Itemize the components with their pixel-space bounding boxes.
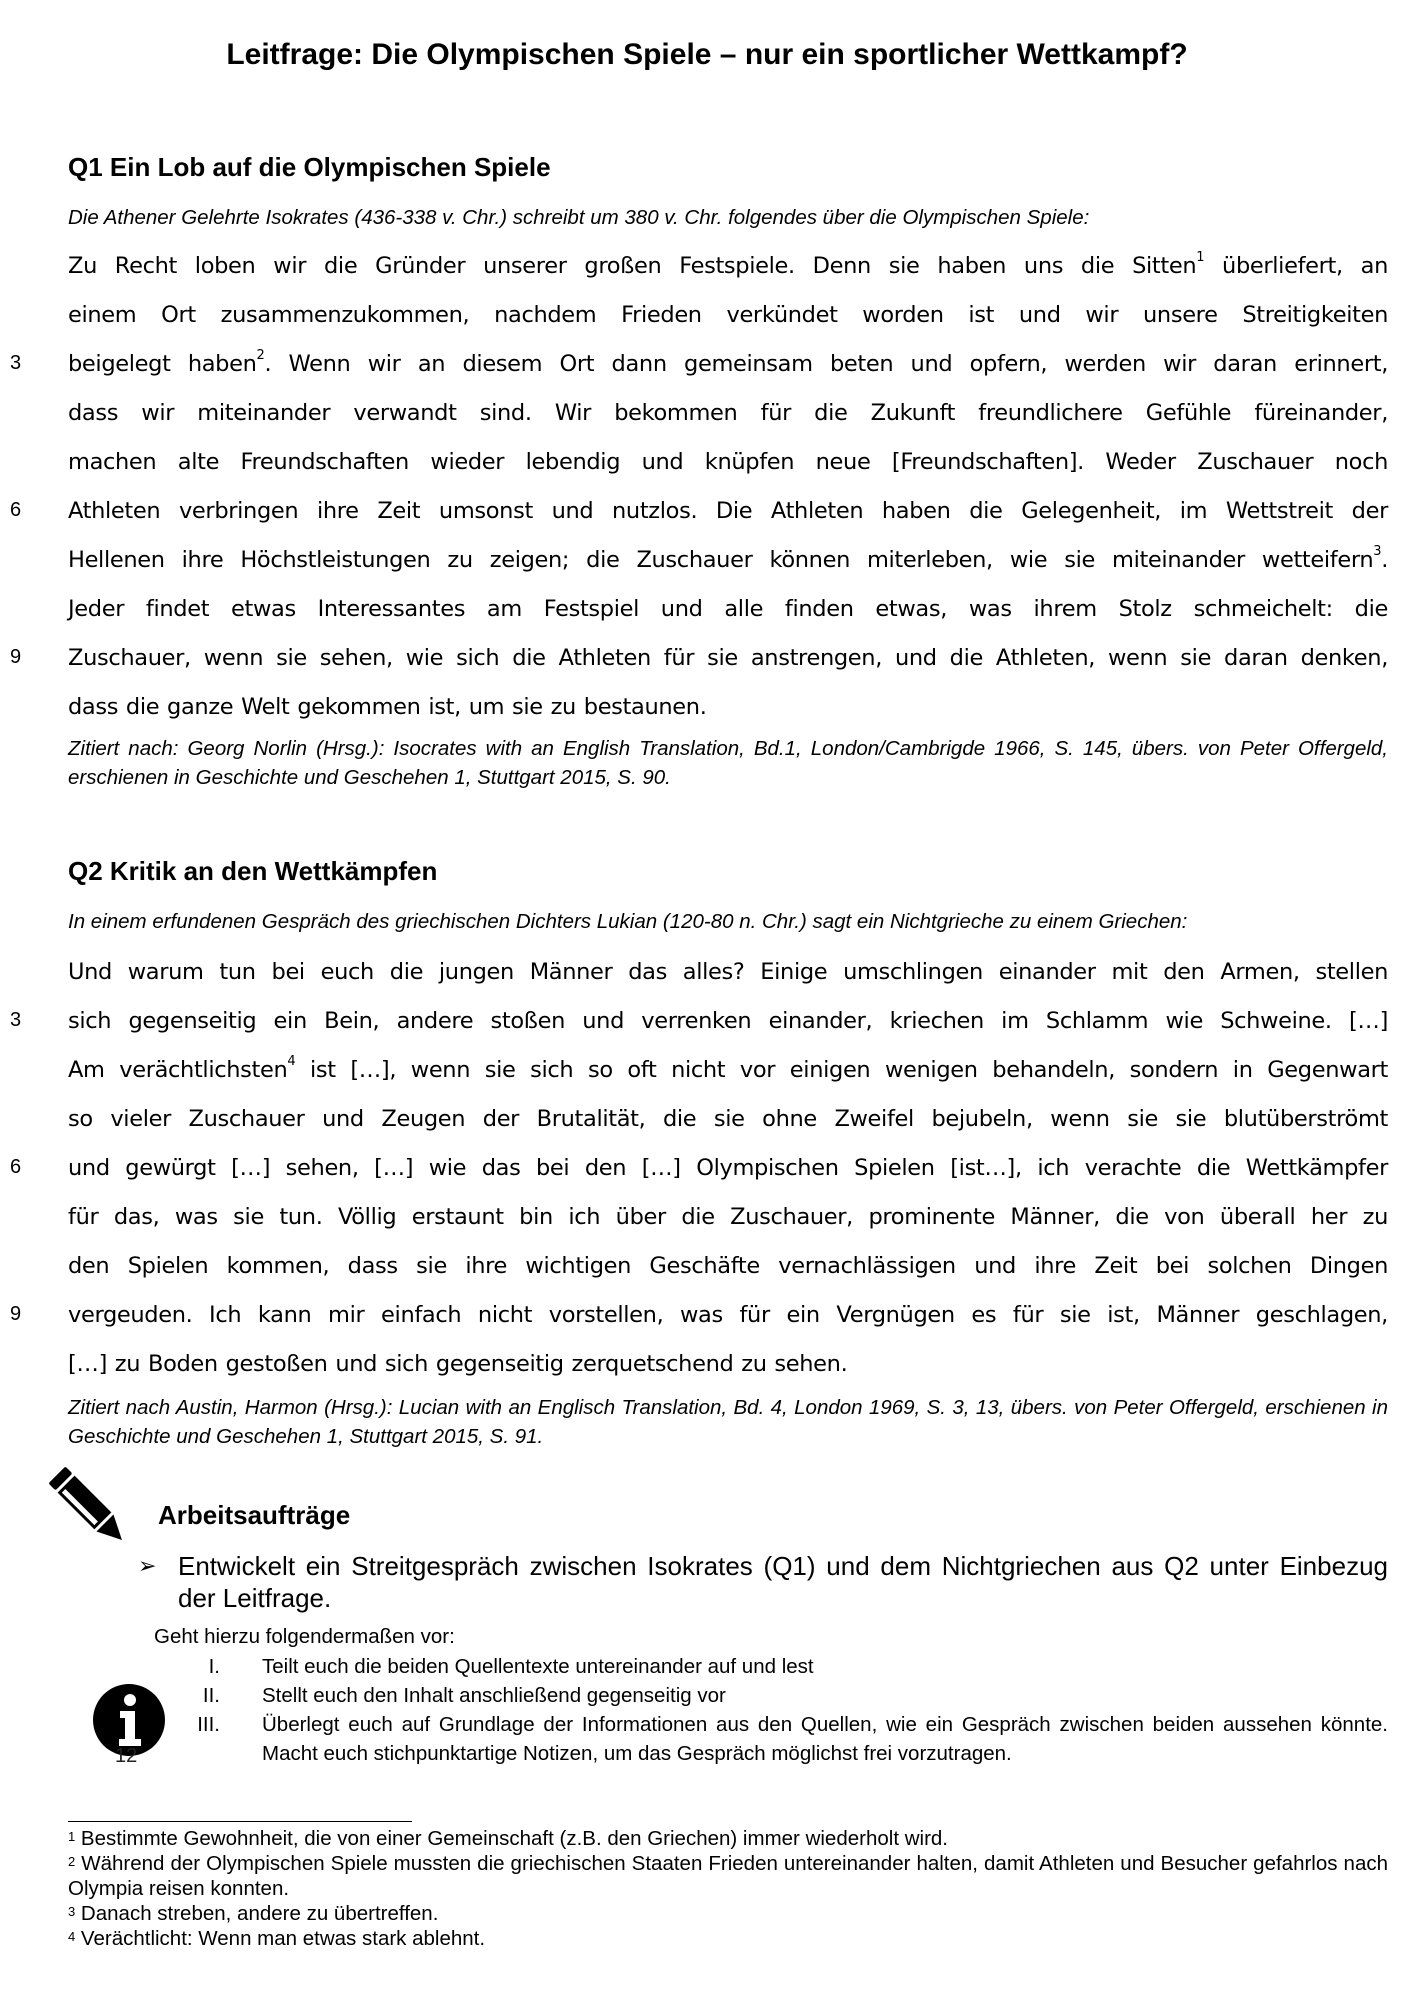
task-step-number: III. [197,1713,220,1736]
arrow-bullet-icon: ➢ [138,1553,157,1578]
source-line: Jeder findet etwas Interessantes am Festspiel und alle finden etwas, was ihrem Stolz schmeichelt: die [68,596,1388,622]
footnote-marker: 4 [287,1054,296,1069]
q1-line-number: 9 [10,646,22,668]
task-step [180,1652,1388,1681]
source-line: […] zu Boden gestoßen und sich gegenseitig zerquetschend zu sehen. [68,1351,848,1377]
task-main-text: Entwickelt ein Streitgespräch zwischen Isokrates (Q1) und dem Nichtgriechen aus Q2 unter Einbezug der Leitfrage. [178,1551,1388,1613]
q1-line-number: 6 [10,499,22,521]
task-step-number: I. [208,1655,220,1678]
q2-source-text [68,948,1388,1389]
q2-line-number: 6 [10,1156,22,1178]
source-line: und gewürgt […] sehen, […] wie das bei den […] Olympischen Spielen [ist…], ich verachte die Wettkämpfer [68,1155,1388,1181]
footnotes [68,1826,1388,1951]
source-line: dass die ganze Welt gekommen ist, um sie zu bestaunen. [68,694,707,720]
source-line: vergeuden. Ich kann mir einfach nicht vorstellen, was für ein Vergnügen es für sie ist, Männer geschlagen, [68,1302,1388,1328]
q2-heading: Q2 Kritik an den Wettkämpfen [68,856,438,886]
footnote-divider [68,1821,412,1822]
source-line: den Spielen kommen, dass sie ihre wichtigen Geschäfte vernachlässigen und ihre Zeit bei solchen Dingen [68,1253,1388,1279]
footnote: $^2$ Während der Olympischen Spiele mussten die griechischen Staaten Frieden untereinander halten, damit Athleten und Besucher gefahrlos nach Olympia reisen konnten. [68,1852,1388,1900]
page-title: Leitfrage: Die Olympischen Spiele – nur ein sportlicher Wettkampf? [226,38,1188,71]
source-line: Zuschauer, wenn sie sehen, wie sich die Athleten für sie anstrengen, und die Athleten, wenn sie daran denken, [68,645,1388,671]
task-main [138,1550,1388,1614]
source-line: Athleten verbringen ihre Zeit umsonst und nutzlos. Die Athleten haben die Gelegenheit, im Wettstreit der [68,498,1388,524]
source-line: einem Ort zusammenzukommen, nachdem Frieden verkündet worden ist und wir unsere Streitigkeiten [68,302,1388,328]
q1-line-number: 3 [10,352,22,374]
source-line: machen alte Freundschaften wieder lebendig und knüpfen neue [Freundschaften]. Weder Zuschauer noch [68,449,1388,475]
source-line: für das, was sie tun. Völlig erstaunt bin ich über die Zuschauer, prominente Männer, die von überall her zu [68,1204,1388,1230]
q2-line-number: 9 [10,1303,22,1325]
page-number: 12 [115,1745,138,1767]
task-step-text: Stellt euch den Inhalt anschließend gegenseitig vor [262,1684,726,1707]
task-steps [180,1652,1388,1768]
source-line: Hellenen ihre Höchstleistungen zu zeigen; die Zuschauer können miterleben, wie sie miteinander wetteifern$^3$. [68,544,1388,573]
source-line: so vieler Zuschauer und Zeugen der Brutalität, die sie ohne Zweifel bejubeln, wenn sie sie blutüberströmt [68,1106,1388,1132]
source-line: Am verächtlichsten$^4$ ist […], wenn sie sich so oft nicht vor einigen wenigen behandeln, sondern in Gegenwart [68,1054,1388,1083]
source-line: Und warum tun bei euch die jungen Männer das alles? Einige umschlingen einander mit den Armen, stellen [68,959,1388,985]
source-line: beigelegt haben$^2$. Wenn wir an diesem Ort dann gemeinsam beten und opfern, werden wir daran erinnert, [68,348,1388,377]
footnote-marker: 2 [256,348,265,363]
task-step-text: Überlegt euch auf Grundlage der Informationen aus den Quellen, wie ein Gespräch zwischen beiden aussehen könnte. Macht euch stichpunktartige Notizen, um das Gespräch möglichst frei vorzutragen. [262,1713,1388,1765]
pencil-icon [46,1464,130,1548]
footnote-marker: 1 [1196,250,1205,265]
q1-citation: Zitiert nach: Georg Norlin (Hrsg.): Isocrates with an English Translation, Bd.1, London/Cambrigde 1966, S. 145, übers. von Peter Offergeld, erschienen in Geschichte und Geschehen 1, Stuttgart 2015, S. 90. [68,737,1388,789]
task-step-text: Teilt euch die beiden Quellentexte untereinander auf und lest [262,1655,814,1678]
footnote-marker: 3 [1373,544,1382,559]
q2-intro: In einem erfundenen Gespräch des griechischen Dichters Lukian (120-80 n. Chr.) sagt ein Nichtgrieche zu einem Griechen: [68,910,1188,933]
source-line: dass wir miteinander verwandt sind. Wir bekommen für die Zukunft freundlichere Gefühle füreinander, [68,400,1388,426]
task-instructions: Geht hierzu folgendermaßen vor: [154,1625,455,1648]
footnote: $^4$ Verächtlicht: Wenn man etwas stark ablehnt. [68,1927,486,1950]
q2-citation: Zitiert nach Austin, Harmon (Hrsg.): Lucian with an Englisch Translation, Bd. 4, London 1969, S. 3, 13, übers. von Peter Offergeld, erschienen in Geschichte und Geschehen 1, Stuttgart 2015, S. 91. [68,1396,1388,1448]
task-step [180,1681,1388,1710]
source-line: Zu Recht loben wir die Gründer unserer großen Festspiele. Denn sie haben uns die Sitten$^1$ überliefert, an [68,250,1388,279]
q2-line-number: 3 [10,1009,22,1031]
task-step [180,1710,1388,1768]
q1-intro: Die Athener Gelehrte Isokrates (436-338 v. Chr.) schreibt um 380 v. Chr. folgendes über die Olympischen Spiele: [68,206,1090,229]
tasks-heading: Arbeitsaufträge [158,1500,351,1530]
q1-heading: Q1 Ein Lob auf die Olympischen Spiele [68,152,551,182]
footnote: $^1$ Bestimmte Gewohnheit, die von einer Gemeinschaft (z.B. den Griechen) immer wiederholt wird. [68,1827,948,1850]
source-line: sich gegenseitig ein Bein, andere stoßen und verrenken einander, kriechen im Schlamm wie Schweine. […] [68,1008,1388,1034]
q1-source-text [68,242,1388,732]
footnote: $^3$ Danach streben, andere zu übertreffen. [68,1902,439,1925]
task-step-number: II. [202,1684,220,1707]
